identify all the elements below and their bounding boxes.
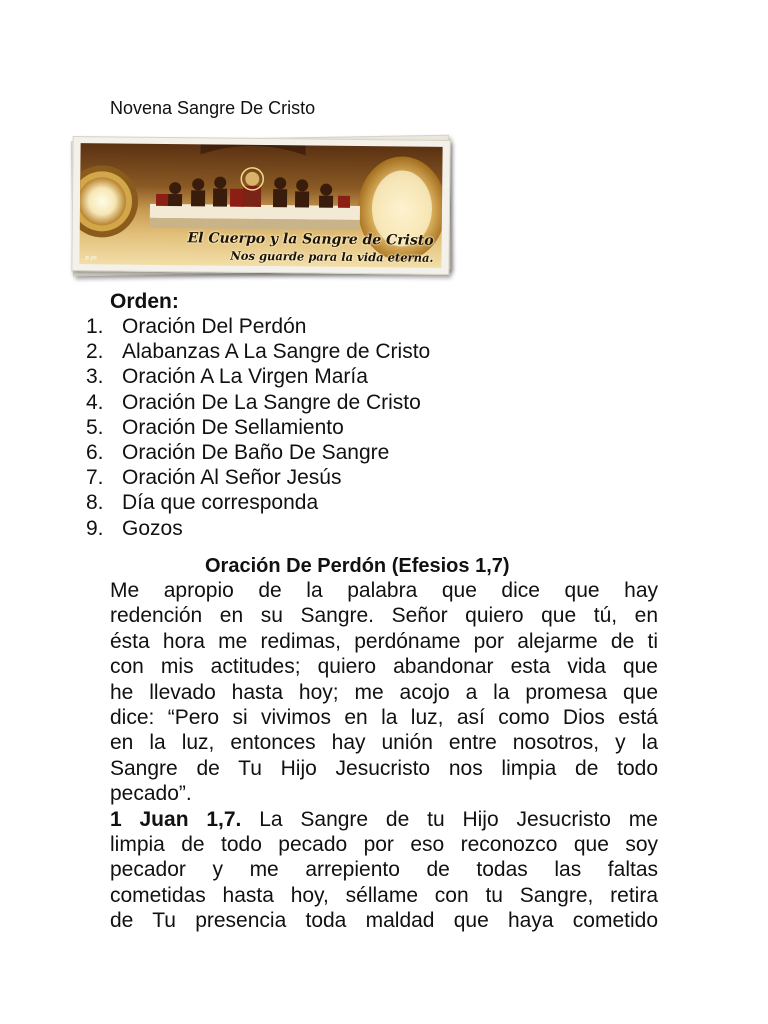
banner-caption-line2: Nos guarde para la vida eterna. [230, 248, 434, 265]
verse-line: cometidas hasta hoy, séllame con tu Sangre, retira [110, 883, 658, 907]
body-line: con mis actitudes; quiero abandonar esta vida que [110, 655, 658, 679]
verse-reference: 1 Juan 1,7. [110, 807, 242, 831]
order-item-number: 3. [86, 365, 104, 389]
order-item-number: 4. [86, 390, 104, 414]
verse-line: limpia de todo pecado por eso reconozco que soy [110, 832, 658, 856]
order-item-text: Oración De Baño De Sangre [122, 440, 390, 464]
order-item-number: 7. [86, 466, 104, 490]
body-line: Sangre de Tu Hijo Jesucristo nos limpia de todo [110, 756, 658, 780]
order-item-number: 5. [86, 415, 104, 439]
banner-image [71, 136, 450, 275]
order-item-text: Alabanzas A La Sangre de Cristo [122, 340, 431, 364]
order-item-text: Oración A La Virgen María [122, 365, 368, 389]
order-item-text: Gozos [122, 516, 183, 540]
body-line: en la luz, entonces hay unión entre nosotros, y la [110, 731, 658, 755]
order-item-number: 6. [86, 440, 104, 464]
last-supper-picture [79, 143, 442, 268]
order-item-number: 8. [86, 491, 104, 515]
document-title: Novena Sangre De Cristo [110, 98, 316, 118]
verse-first-line-text: La Sangre de tu Hijo Jesucristo me [259, 807, 658, 831]
body-line: Me apropio de la palabra que dice que hay [110, 579, 658, 602]
banner-watermark: p.yo [85, 255, 97, 262]
order-item-text: Día que corresponda [122, 491, 319, 515]
verse-line: de Tu presencia toda maldad que haya cometido [110, 909, 658, 933]
order-item-text: Oración Al Señor Jesús [122, 466, 342, 490]
order-item-number: 2. [86, 340, 104, 364]
body-line: he llevado hasta hoy; me acojo a la promesa que [110, 680, 658, 704]
order-item-number: 9. [86, 516, 104, 540]
order-item-text: Oración De Sellamiento [122, 415, 344, 439]
verse-line [110, 807, 658, 832]
order-item-text: Oración De La Sangre de Cristo [122, 390, 421, 414]
banner-caption-line1: El Cuerpo y la Sangre de Cristo [187, 230, 434, 249]
order-item-number: 1. [86, 315, 104, 338]
section-heading: Oración De Perdón (Efesios 1,7) [205, 555, 510, 577]
body-line: pecado”. [110, 782, 192, 806]
prayer-body [110, 578, 658, 933]
verse-line: pecador y me arrepiento de todas las faltas [110, 858, 658, 882]
body-line: redención en su Sangre. Señor quiero que tú, en [110, 604, 658, 628]
order-item-text: Oración Del Perdón [122, 315, 307, 338]
body-line: dice: “Pero si vivimos en la luz, así como Dios está [110, 705, 658, 729]
order-heading: Orden: [110, 290, 179, 313]
body-line: ésta hora me redimas, perdóname por alejarme de ti [110, 629, 658, 653]
